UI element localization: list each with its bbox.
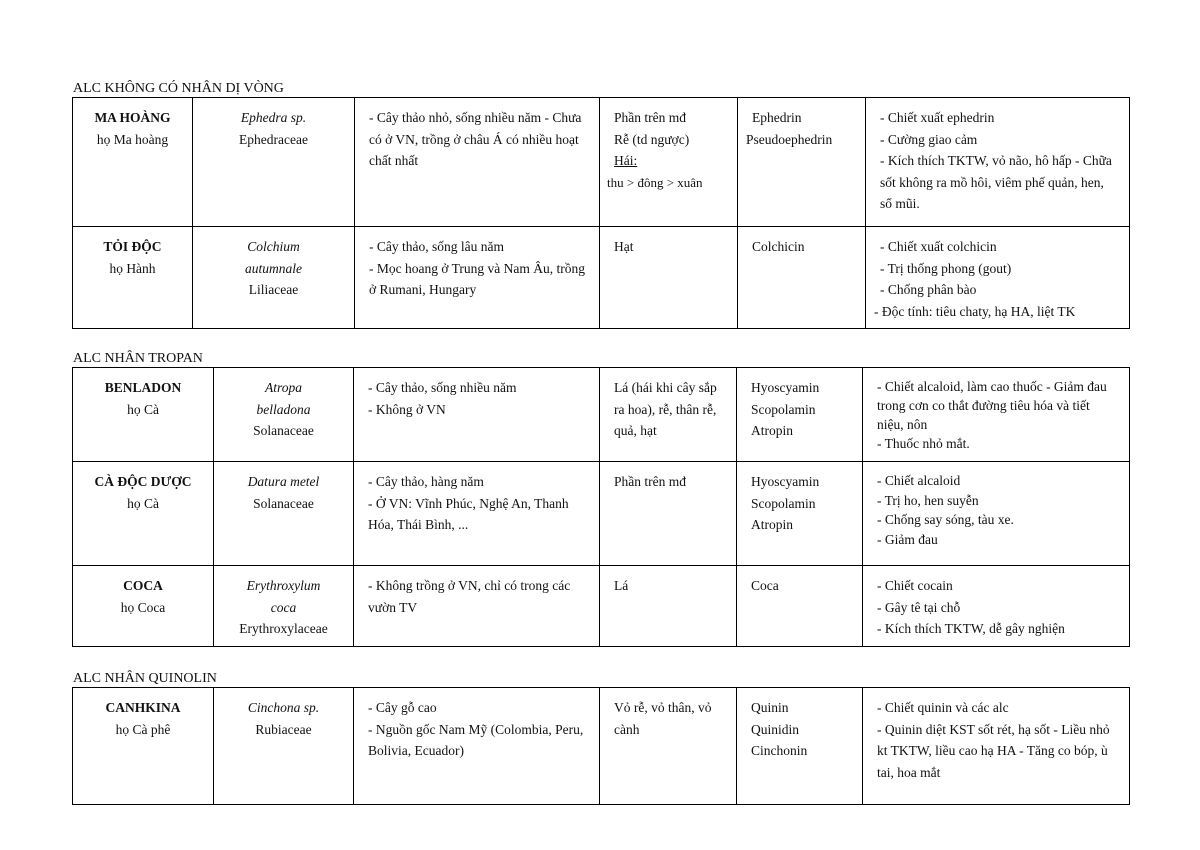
compounds-cell [737, 368, 863, 462]
compound: Ephedrin [752, 110, 802, 125]
compound: Quinin [751, 700, 789, 715]
description-cell [355, 98, 600, 227]
compound: Coca [751, 578, 779, 593]
description-cell [354, 688, 600, 805]
uses-cell [863, 462, 1130, 566]
plant-part: Vỏ rễ, vỏ thân, vỏ cành [614, 700, 712, 737]
description-line: - Cây thảo, sống lâu năm [369, 239, 504, 254]
scientific-name: autumnale [245, 260, 302, 276]
scientific-name-cell [193, 227, 355, 329]
plant-part-cell [600, 566, 737, 647]
alkaloid-table [72, 687, 1130, 805]
section-title: ALC KHÔNG CÓ NHÂN DỊ VÒNG [73, 81, 284, 96]
use-line: - Kích thích TKTW, vỏ não, hô hấp - Chữa sốt không ra mồ hôi, viêm phế quản, hen, sổ mũi. [880, 153, 1112, 211]
scientific-name: belladona [256, 401, 311, 417]
compound: Hyoscyamin [751, 474, 820, 489]
use-line: - Chống phân bào [880, 282, 977, 297]
scientific-name-cell [214, 368, 354, 462]
description-cell [354, 462, 600, 566]
description-line: - Ở VN: Vĩnh Phúc, Nghệ An, Thanh Hóa, Thái Bình, ... [368, 495, 569, 532]
plant-family: họ Hành [109, 260, 156, 276]
plant-name: BENLADON [104, 380, 182, 395]
use-line: - Quinin diệt KST sốt rét, hạ sốt - Liều nhỏ kt TKTW, liều cao hạ HA - Tăng co bóp, ù tai, hoa mắt [877, 721, 1110, 780]
compounds-cell [737, 566, 863, 647]
scientific-family: Erythroxylaceae [239, 621, 328, 636]
scientific-name-cell [214, 688, 354, 805]
description-line: - Mọc hoang ở Trung và Nam Âu, trồng ở Rumani, Hungary [369, 260, 585, 297]
plant-part: Hạt [614, 239, 634, 254]
uses-cell [863, 368, 1130, 462]
table-row [73, 368, 1130, 462]
plant-name-cell [73, 98, 193, 227]
scientific-name: Datura metel [247, 474, 320, 489]
use-line: - Độc tính: tiêu chaty, hạ HA, liệt TK [874, 303, 1076, 319]
plant-family: họ Ma hoàng [96, 131, 169, 147]
scientific-name: Cinchona sp. [247, 700, 320, 715]
use-line: - Trị ho, hen suyễn [877, 492, 979, 508]
harvest-label: Hái: [614, 153, 638, 168]
plant-family: họ Cà phê [115, 721, 171, 737]
use-line: - Chiết cocain [877, 578, 953, 593]
compound: Hyoscyamin [751, 380, 820, 395]
description-cell [354, 368, 600, 462]
plant-part: Lá (hái khi cây sắp ra hoa), rễ, thân rễ, quả, hạt [614, 380, 717, 438]
use-line: - Chiết alcaloid [877, 473, 961, 488]
scientific-name: Colchium [247, 239, 300, 254]
plant-family: họ Cà [127, 495, 159, 511]
scientific-family: Solanaceae [253, 495, 314, 511]
table-row [73, 462, 1130, 566]
plant-name-cell [73, 227, 193, 329]
compound: Scopolamin [751, 495, 816, 511]
uses-cell [866, 98, 1130, 227]
table-row [73, 566, 1130, 647]
table-row [73, 688, 1130, 805]
use-line: - Trị thống phong (gout) [880, 260, 1012, 276]
plant-part-cell [600, 368, 737, 462]
plant-part: Lá [614, 578, 629, 593]
scientific-family: Liliaceae [248, 282, 299, 297]
plant-family: họ Coca [120, 599, 166, 615]
plant-family: họ Cà [127, 401, 159, 417]
compound: Atropin [751, 517, 793, 532]
plant-name: MA HOÀNG [94, 110, 171, 125]
description-line: - Không trồng ở VN, chỉ có trong các vườn TV [368, 578, 571, 615]
compound: Scopolamin [751, 401, 816, 417]
use-line: - Chiết xuất colchicin [880, 239, 997, 254]
alkaloid-table [72, 367, 1130, 647]
table-row [73, 227, 1130, 329]
use-line: - Chiết xuất ephedrin [880, 110, 995, 125]
use-line: - Giảm đau [877, 531, 938, 547]
plant-part: Rễ (td ngược) [614, 131, 690, 147]
table-row [73, 98, 1130, 227]
description-line: - Cây thảo, hàng năm [368, 474, 484, 489]
description-cell [354, 566, 600, 647]
description-line: - Cây thảo, sống nhiều năm [368, 380, 517, 395]
section-title: ALC NHÂN QUINOLIN [73, 671, 217, 686]
plant-part-cell [600, 227, 738, 329]
scientific-name-cell [193, 98, 355, 227]
uses-cell [866, 227, 1130, 329]
scientific-family: Solanaceae [253, 423, 314, 438]
plant-name: COCA [123, 578, 163, 593]
scientific-name: Erythroxylum [246, 578, 321, 593]
use-line: - Chiết alcaloid, làm cao thuốc - Giảm đau trong cơn co thắt đường tiêu hóa và tiết niệu, nôn [877, 379, 1107, 432]
compounds-cell [737, 462, 863, 566]
scientific-name-cell [214, 566, 354, 647]
compound: Quinidin [751, 721, 800, 737]
section-title: ALC NHÂN TROPAN [73, 351, 203, 366]
plant-part: Phần trên mđ [614, 110, 686, 125]
use-line: - Chiết quinin và các alc [877, 700, 1009, 715]
plant-part: Phần trên mđ [614, 474, 686, 489]
description-line: - Cây thảo nhỏ, sống nhiều năm - Chưa có ở VN, trồng ở châu Á có nhiều hoạt chất nhất [369, 110, 582, 168]
use-line: - Thuốc nhỏ mắt. [877, 436, 970, 451]
scientific-name: Atropa [265, 380, 302, 395]
scientific-name: Ephedra sp. [240, 110, 307, 125]
description-line: - Không ở VN [368, 401, 446, 417]
description-cell [355, 227, 600, 329]
plant-name: TỎI ĐỘC [103, 239, 162, 254]
compound: Atropin [751, 423, 793, 438]
plant-part-cell [600, 98, 738, 227]
scientific-name: coca [270, 599, 297, 615]
scientific-family: Rubiaceae [255, 721, 312, 737]
harvest-order: thu > đông > xuân [607, 174, 703, 190]
plant-name: CANHKINA [105, 700, 181, 715]
plant-part-cell [600, 688, 737, 805]
use-line: - Gây tê tại chỗ [877, 599, 961, 615]
plant-name-cell [73, 462, 214, 566]
use-line: - Chống say sóng, tàu xe. [877, 512, 1014, 527]
plant-name-cell [73, 566, 214, 647]
description-line: - Cây gỗ cao [368, 700, 437, 715]
compounds-cell [738, 227, 866, 329]
uses-cell [863, 566, 1130, 647]
uses-cell [863, 688, 1130, 805]
compound: Pseudoephedrin [746, 131, 833, 147]
use-line: - Cường giao cảm [880, 131, 978, 147]
plant-name-cell [73, 688, 214, 805]
plant-part-cell [600, 462, 737, 566]
scientific-name-cell [214, 462, 354, 566]
compounds-cell [737, 688, 863, 805]
alkaloid-table [72, 97, 1130, 329]
compound: Cinchonin [751, 743, 808, 758]
plant-name-cell [73, 368, 214, 462]
compounds-cell [738, 98, 866, 227]
compound: Colchicin [752, 239, 805, 254]
use-line: - Kích thích TKTW, dễ gây nghiện [877, 621, 1065, 636]
scientific-family: Ephedraceae [239, 131, 308, 147]
plant-name: CÀ ĐỘC DƯỢC [94, 474, 192, 489]
description-line: - Nguồn gốc Nam Mỹ (Colombia, Peru, Bolivia, Ecuador) [368, 721, 584, 758]
